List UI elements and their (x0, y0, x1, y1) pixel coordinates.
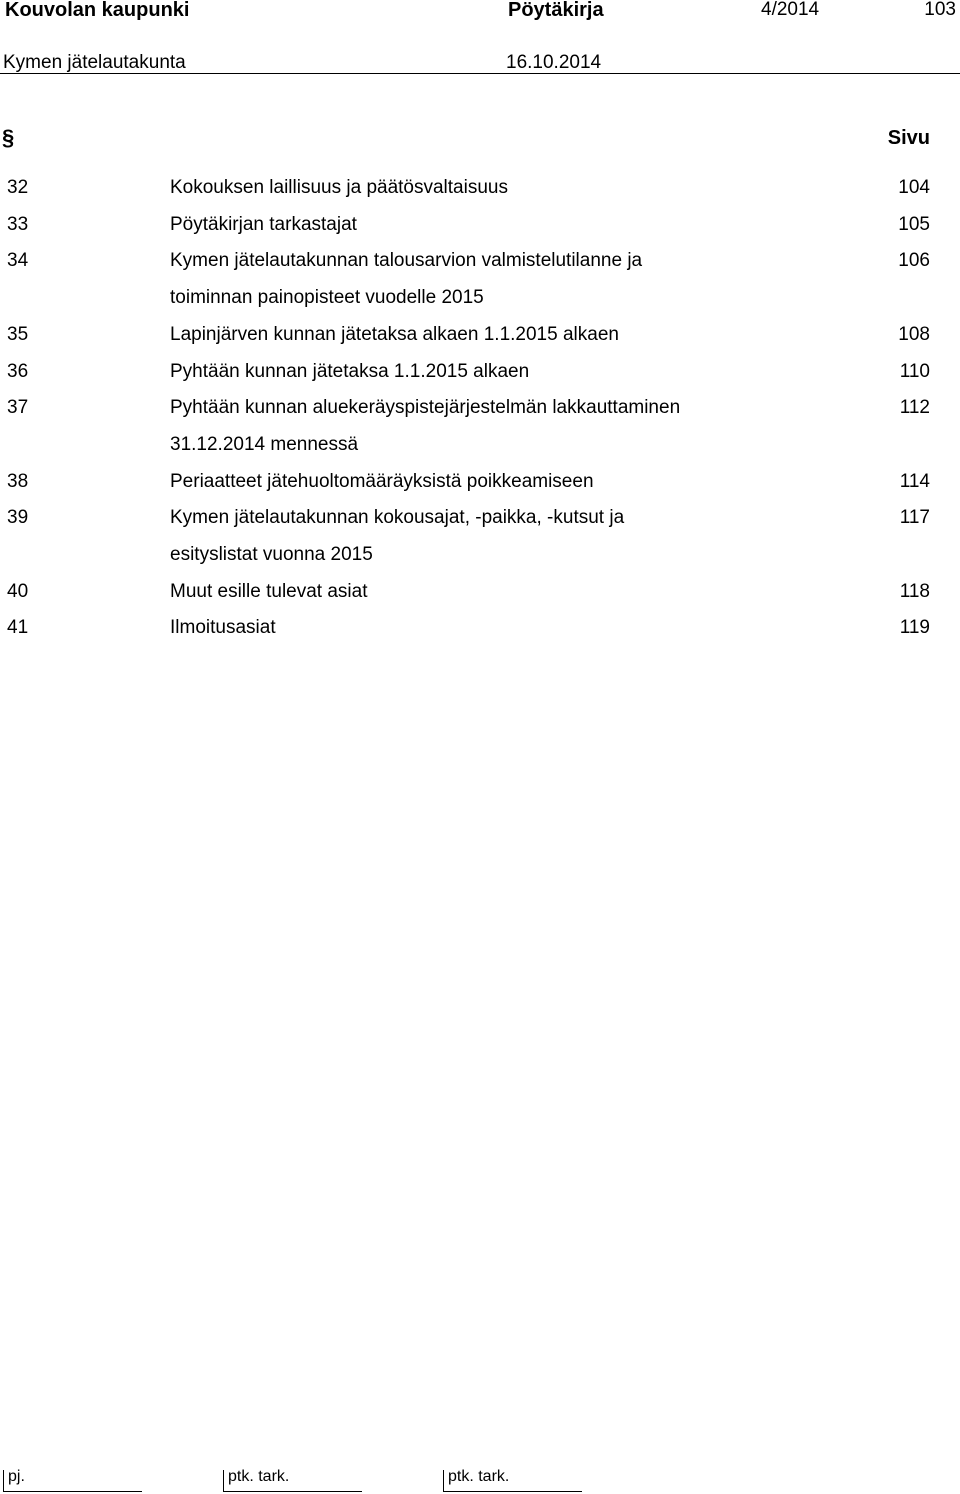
toc-section-title: Kymen jätelautakunnan kokousajat, -paikka, -kutsut ja esityslistat vuonna 2015 (170, 507, 625, 566)
toc-section-number: 32 (7, 177, 29, 198)
toc-row (0, 464, 960, 501)
page-column-label: Sivu (887, 127, 930, 149)
toc-section-number: 41 (7, 617, 29, 639)
checker2-signature-label: ptk. tark. (448, 1468, 510, 1485)
toc-section-title: Periaatteet jätehuoltomääräyksistä poikkeamiseen (170, 470, 594, 492)
toc-row (0, 500, 960, 573)
toc-section-number: 35 (7, 323, 29, 345)
toc-page-number: 105 (898, 213, 930, 235)
toc-section-title: Muut esille tulevat asiat (170, 580, 368, 602)
toc-row (0, 170, 960, 207)
toc-row (0, 243, 960, 316)
toc-page-number: 104 (898, 177, 930, 198)
toc-page-number: 106 (898, 250, 930, 272)
toc-row (0, 317, 960, 354)
toc-section-number: 36 (7, 360, 29, 382)
toc-section-title: Lapinjärven kunnan jätetaksa alkaen 1.1.2015 alkaen (170, 323, 619, 345)
toc-page-number: 119 (899, 617, 930, 639)
toc-section-number: 38 (7, 470, 29, 492)
toc-section-number: 34 (7, 250, 29, 272)
organization-name: Kouvolan kaupunki (5, 0, 190, 21)
toc-page-number: 118 (899, 580, 930, 602)
toc-section-number: 37 (7, 397, 29, 419)
toc-section-title: Kokouksen laillisuus ja päätösvaltaisuus (170, 177, 508, 198)
chair-signature-label: pj. (8, 1468, 25, 1485)
section-symbol: § (2, 125, 15, 150)
toc-section-number: 39 (7, 507, 29, 529)
toc-row (0, 354, 960, 391)
header-divider (0, 73, 960, 74)
page-number: 103 (924, 0, 956, 20)
toc-section-title: Kymen jätelautakunnan talousarvion valmistelutilanne ja toiminnan painopisteet vuodelle 2015 (170, 250, 643, 309)
toc-page-number: 114 (899, 470, 930, 492)
toc-section-title: Pyhtään kunnan jätetaksa 1.1.2015 alkaen (170, 360, 530, 382)
meeting-date: 16.10.2014 (506, 52, 602, 73)
committee-name: Kymen jätelautakunta (3, 52, 186, 73)
toc-section-number: 40 (7, 580, 29, 602)
checker1-signature-label: ptk. tark. (228, 1468, 290, 1485)
toc-section-number: 33 (7, 213, 29, 235)
toc-row (0, 207, 960, 244)
toc-section-title: Pyhtään kunnan aluekeräyspistejärjestelmän lakkauttaminen 31.12.2014 mennessä (170, 397, 681, 455)
issue-number: 4/2014 (761, 0, 820, 20)
toc-page-number: 112 (899, 397, 930, 419)
toc-row (0, 390, 960, 463)
table-of-contents (0, 170, 960, 647)
toc-page-number: 108 (898, 323, 930, 345)
toc-section-title: Pöytäkirjan tarkastajat (170, 213, 357, 235)
document-type: Pöytäkirja (508, 0, 604, 21)
toc-section-title: Ilmoitusasiat (170, 617, 276, 639)
toc-row (0, 574, 960, 611)
toc-row (0, 610, 960, 647)
toc-page-number: 117 (899, 507, 930, 529)
toc-page-number: 110 (899, 360, 930, 382)
